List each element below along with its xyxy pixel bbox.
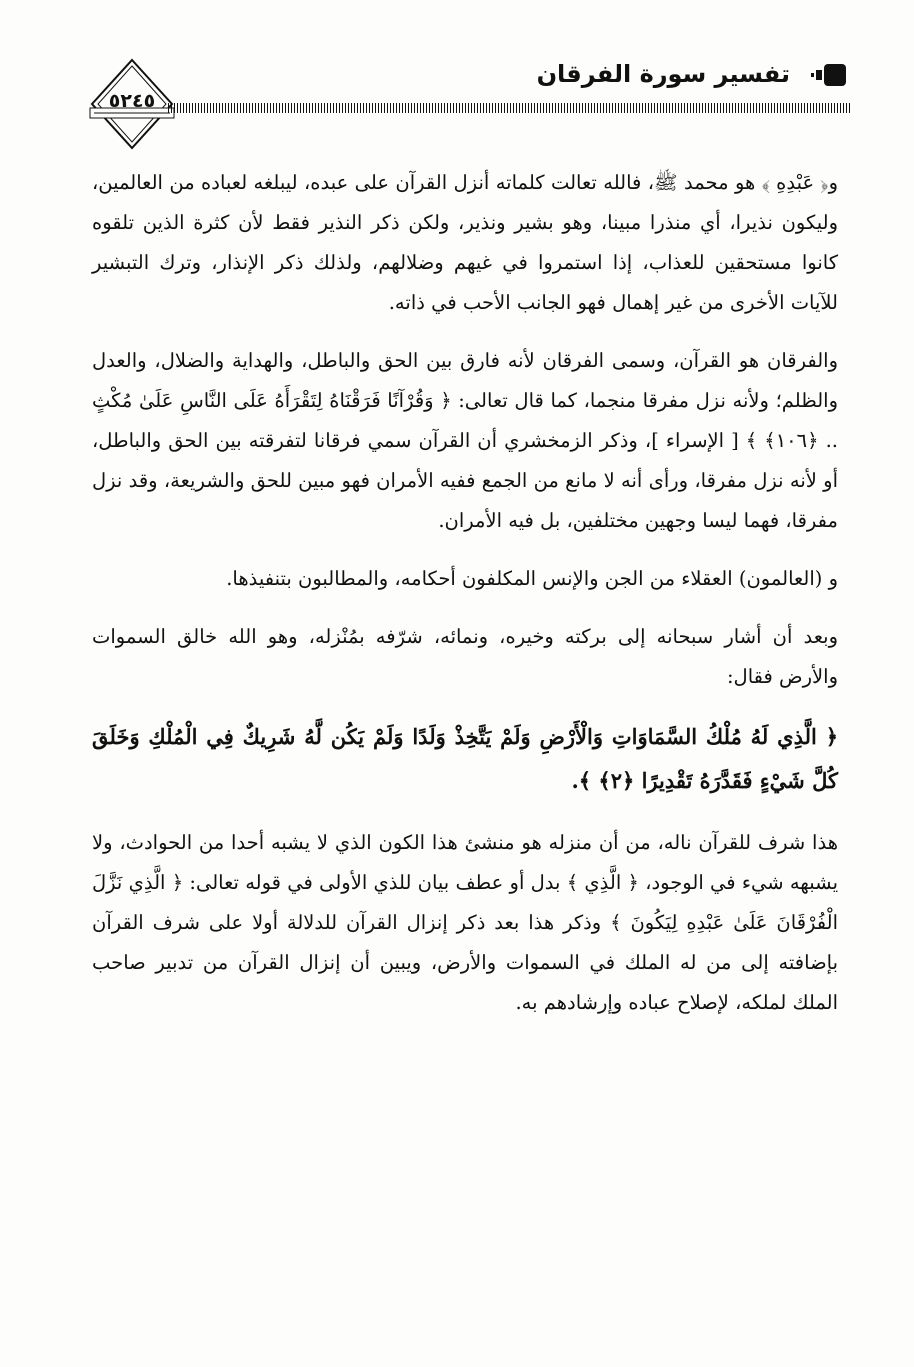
page-body [92, 163, 838, 1041]
paragraph: و﴿ عَبْدِهِ ﴾ هو محمد ﷺ، فالله تعالت كلماته أنزل القرآن على عبده، ليبلغه لعباده من العالمين، وليكون نذيرا، أي منذرا مبينا، وهو بشير ونذير، ولكن ذكر النذير فقط لأن كثرة الذين تلقوه كانوا مستحقين للعذاب، إذا استمروا في غيهم وضلالهم، ولذلك ذكر الإنذار، وترك التبشير للآيات الأخرى من غير إهمال فهو الجانب الأحب في ذاته. [92, 171, 838, 314]
paragraph: و (العالمون) العقلاء من الجن والإنس المكلفون أحكامه، والمطالبون بتنفيذها. [226, 567, 838, 590]
paragraph: والفرقان هو القرآن، وسمى الفرقان لأنه فارق بين الحق والباطل، والهداية والضلال، والعدل والظلم؛ ولأنه نزل مفرقا منجما، كما قال تعالى: ﴿ وَقُرْآنًا فَرَقْنَاهُ لِتَقْرَأَهُ عَلَى النَّاسِ عَلَىٰ مُكْثٍ .. ﴿١٠٦﴾ ﴾ [ الإسراء ]، وذكر الزمخشري أن القرآن سمي فرقانا لتفرقته بين الحق والباطل، أو لأنه نزل مفرقا، ورأى أنه لا مانع من الجمع ففيه الأمران فهو مبين للحق والشريعة، وقد نزل مفرقا، فهما ليسا وجهين مختلفين، بل فيه الأمران. [92, 349, 838, 532]
page-number: ٥٢٤٥ [108, 90, 156, 112]
header-rule [168, 103, 850, 113]
page-header [80, 48, 850, 148]
ornament-icon [810, 62, 850, 88]
quran-verse: ﴿ الَّذِي لَهُ مُلْكُ السَّمَاوَاتِ وَالْأَرْضِ وَلَمْ يَتَّخِذْ وَلَدًا وَلَمْ يَكُن لَّهُ شَرِيكٌ فِي الْمُلْكِ وَخَلَقَ كُلَّ شَيْءٍ فَقَدَّرَهُ تَقْدِيرًا ﴿٢﴾ ﴾. [92, 724, 838, 793]
paragraph: هذا شرف للقرآن ناله، من أن منزله هو منشئ هذا الكون الذي لا يشبه أحدا من الحوادث، ولا يشبهه شيء في الوجود، ﴿ الَّذِي ﴾ بدل أو عطف بيان للذي الأولى في قوله تعالى: ﴿ الَّذِي نَزَّلَ الْفُرْقَانَ عَلَىٰ عَبْدِهِ لِيَكُونَ ﴾ وذكر هذا بعد ذكر إنزال القرآن للدلالة أولا على شرف القرآن بإضافته إلى من له الملك في السموات والأرض، ويبين أن إنزال القرآن من تدبير صاحب الملك لملكه، لإصلاح عباده وإرشادهم به. [92, 831, 838, 1014]
paragraph: وبعد أن أشار سبحانه إلى بركته وخيره، ونمائه، شرّفه بمُنْزله، وهو الله خالق السموات والأرض فقال: [92, 625, 838, 688]
running-title: تفسير سورة الفرقان [536, 60, 790, 88]
page-number-badge [88, 56, 176, 152]
